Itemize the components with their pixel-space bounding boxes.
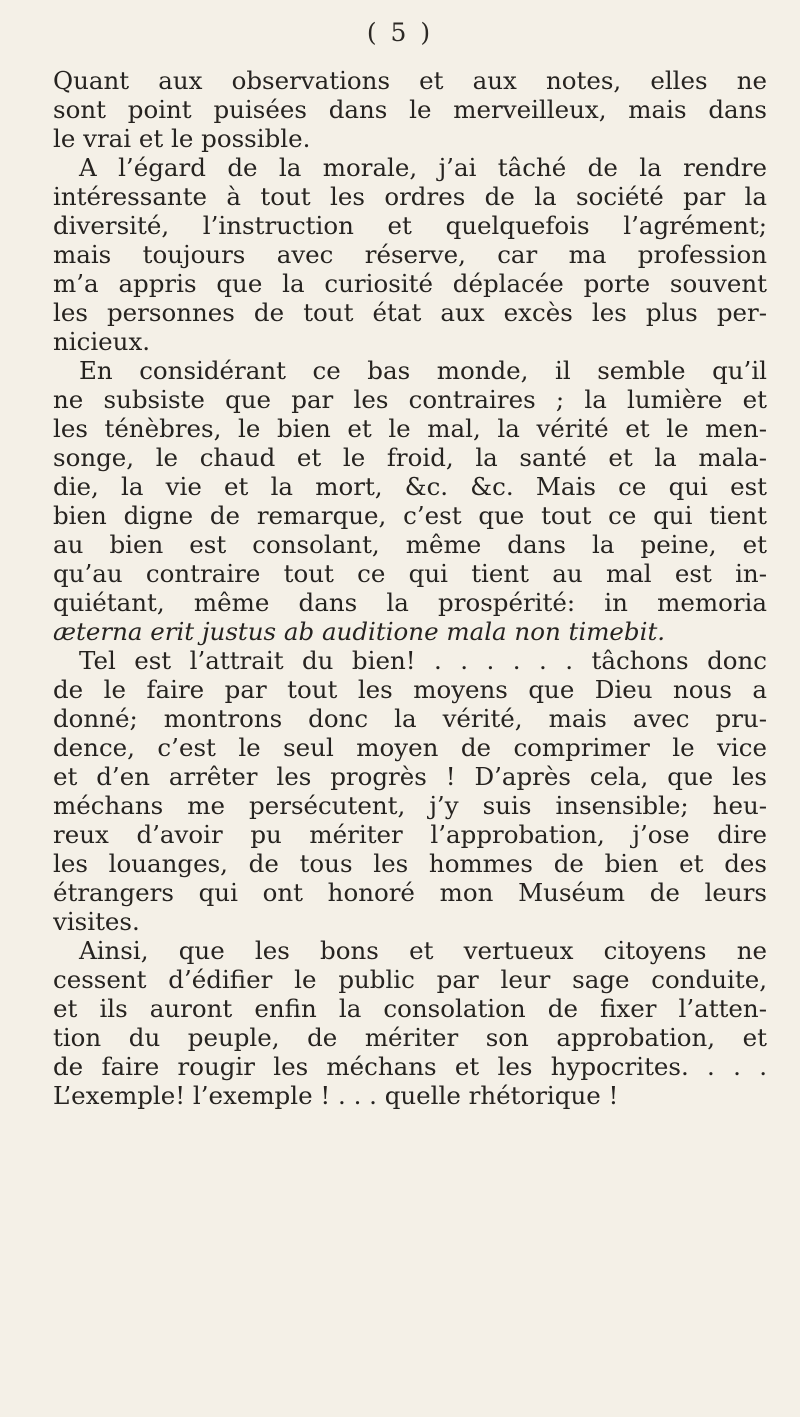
text-line: Quant aux observations et aux notes, elles ne	[53, 66, 767, 95]
text-line: sont point puisées dans le merveilleux, mais dans	[53, 95, 767, 124]
latin-quote-line: æterna erit justus ab auditione mala non timebit.	[53, 617, 666, 646]
paragraph-contraires	[53, 356, 767, 646]
text-line: mais toujours avec réserve, car ma profession	[53, 240, 767, 269]
page-number: ( 5 )	[366, 18, 434, 47]
text-line: quiétant, même dans la prospérité: in memoria	[53, 588, 767, 617]
text-line: cessent d’édifier le public par leur sage conduite,	[53, 965, 767, 994]
text-line: m’a appris que la curiosité déplacée porte souvent	[53, 269, 767, 298]
text-line: die, la vie et la mort, &c. &c. Mais ce qui est	[53, 472, 767, 501]
text-line: diversité, l’instruction et quelquefois l’agrément;	[53, 211, 767, 240]
text-line: A l’égard de la morale, j’ai tâché de la rendre	[79, 153, 767, 182]
text-line: le vrai et le possible.	[53, 124, 311, 153]
text-line: intéressante à tout les ordres de la société par la	[53, 182, 767, 211]
text-line: tion du peuple, de mériter son approbation, et	[53, 1023, 767, 1052]
paragraph-morale	[53, 153, 767, 356]
text-line: nicieux.	[53, 327, 151, 356]
text-line: de le faire par tout les moyens que Dieu nous a	[53, 675, 767, 704]
body-text	[53, 66, 767, 1110]
text-line: étrangers qui ont honoré mon Muséum de leurs	[53, 878, 767, 907]
text-line: méchans me persécutent, j’y suis insensible; heu-	[53, 791, 767, 820]
text-line: et d’en arrêter les progrès ! D’après cela, que les	[53, 762, 767, 791]
text-line: les ténèbres, le bien et le mal, la vérité et le men-	[53, 414, 767, 443]
text-line: reux d’avoir pu mériter l’approbation, j’ose dire	[53, 820, 767, 849]
text-line: songe, le chaud et le froid, la santé et la mala-	[53, 443, 767, 472]
text-line: bien digne de remarque, c’est que tout ce qui tient	[53, 501, 767, 530]
paragraph-attrait	[53, 646, 767, 936]
text-line: L’exemple! l’exemple ! . . . quelle rhétorique !	[53, 1081, 619, 1110]
text-line: qu’au contraire tout ce qui tient au mal est in-	[53, 559, 767, 588]
text-line: Tel est l’attrait du bien! . . . . . . tâchons donc	[79, 646, 767, 675]
text-line: visites.	[53, 907, 140, 936]
text-line: les personnes de tout état aux excès les plus per-	[53, 298, 767, 327]
text-line: Ainsi, que les bons et vertueux citoyens ne	[79, 936, 767, 965]
text-line: dence, c’est le seul moyen de comprimer le vice	[53, 733, 767, 762]
paragraph-observations	[53, 66, 767, 153]
text-line: ne subsiste que par les contraires ; la lumière et	[53, 385, 767, 414]
text-line: au bien est consolant, même dans la peine, et	[53, 530, 767, 559]
text-line: et ils auront enfin la consolation de fixer l’atten-	[53, 994, 767, 1023]
text-line: les louanges, de tous les hommes de bien et des	[53, 849, 767, 878]
paragraph-citoyens	[53, 936, 767, 1110]
text-line: En considérant ce bas monde, il semble qu’il	[79, 356, 767, 385]
text-line: donné; montrons donc la vérité, mais avec pru-	[53, 704, 767, 733]
text-line: de faire rougir les méchans et les hypocrites. . . .	[53, 1052, 767, 1081]
